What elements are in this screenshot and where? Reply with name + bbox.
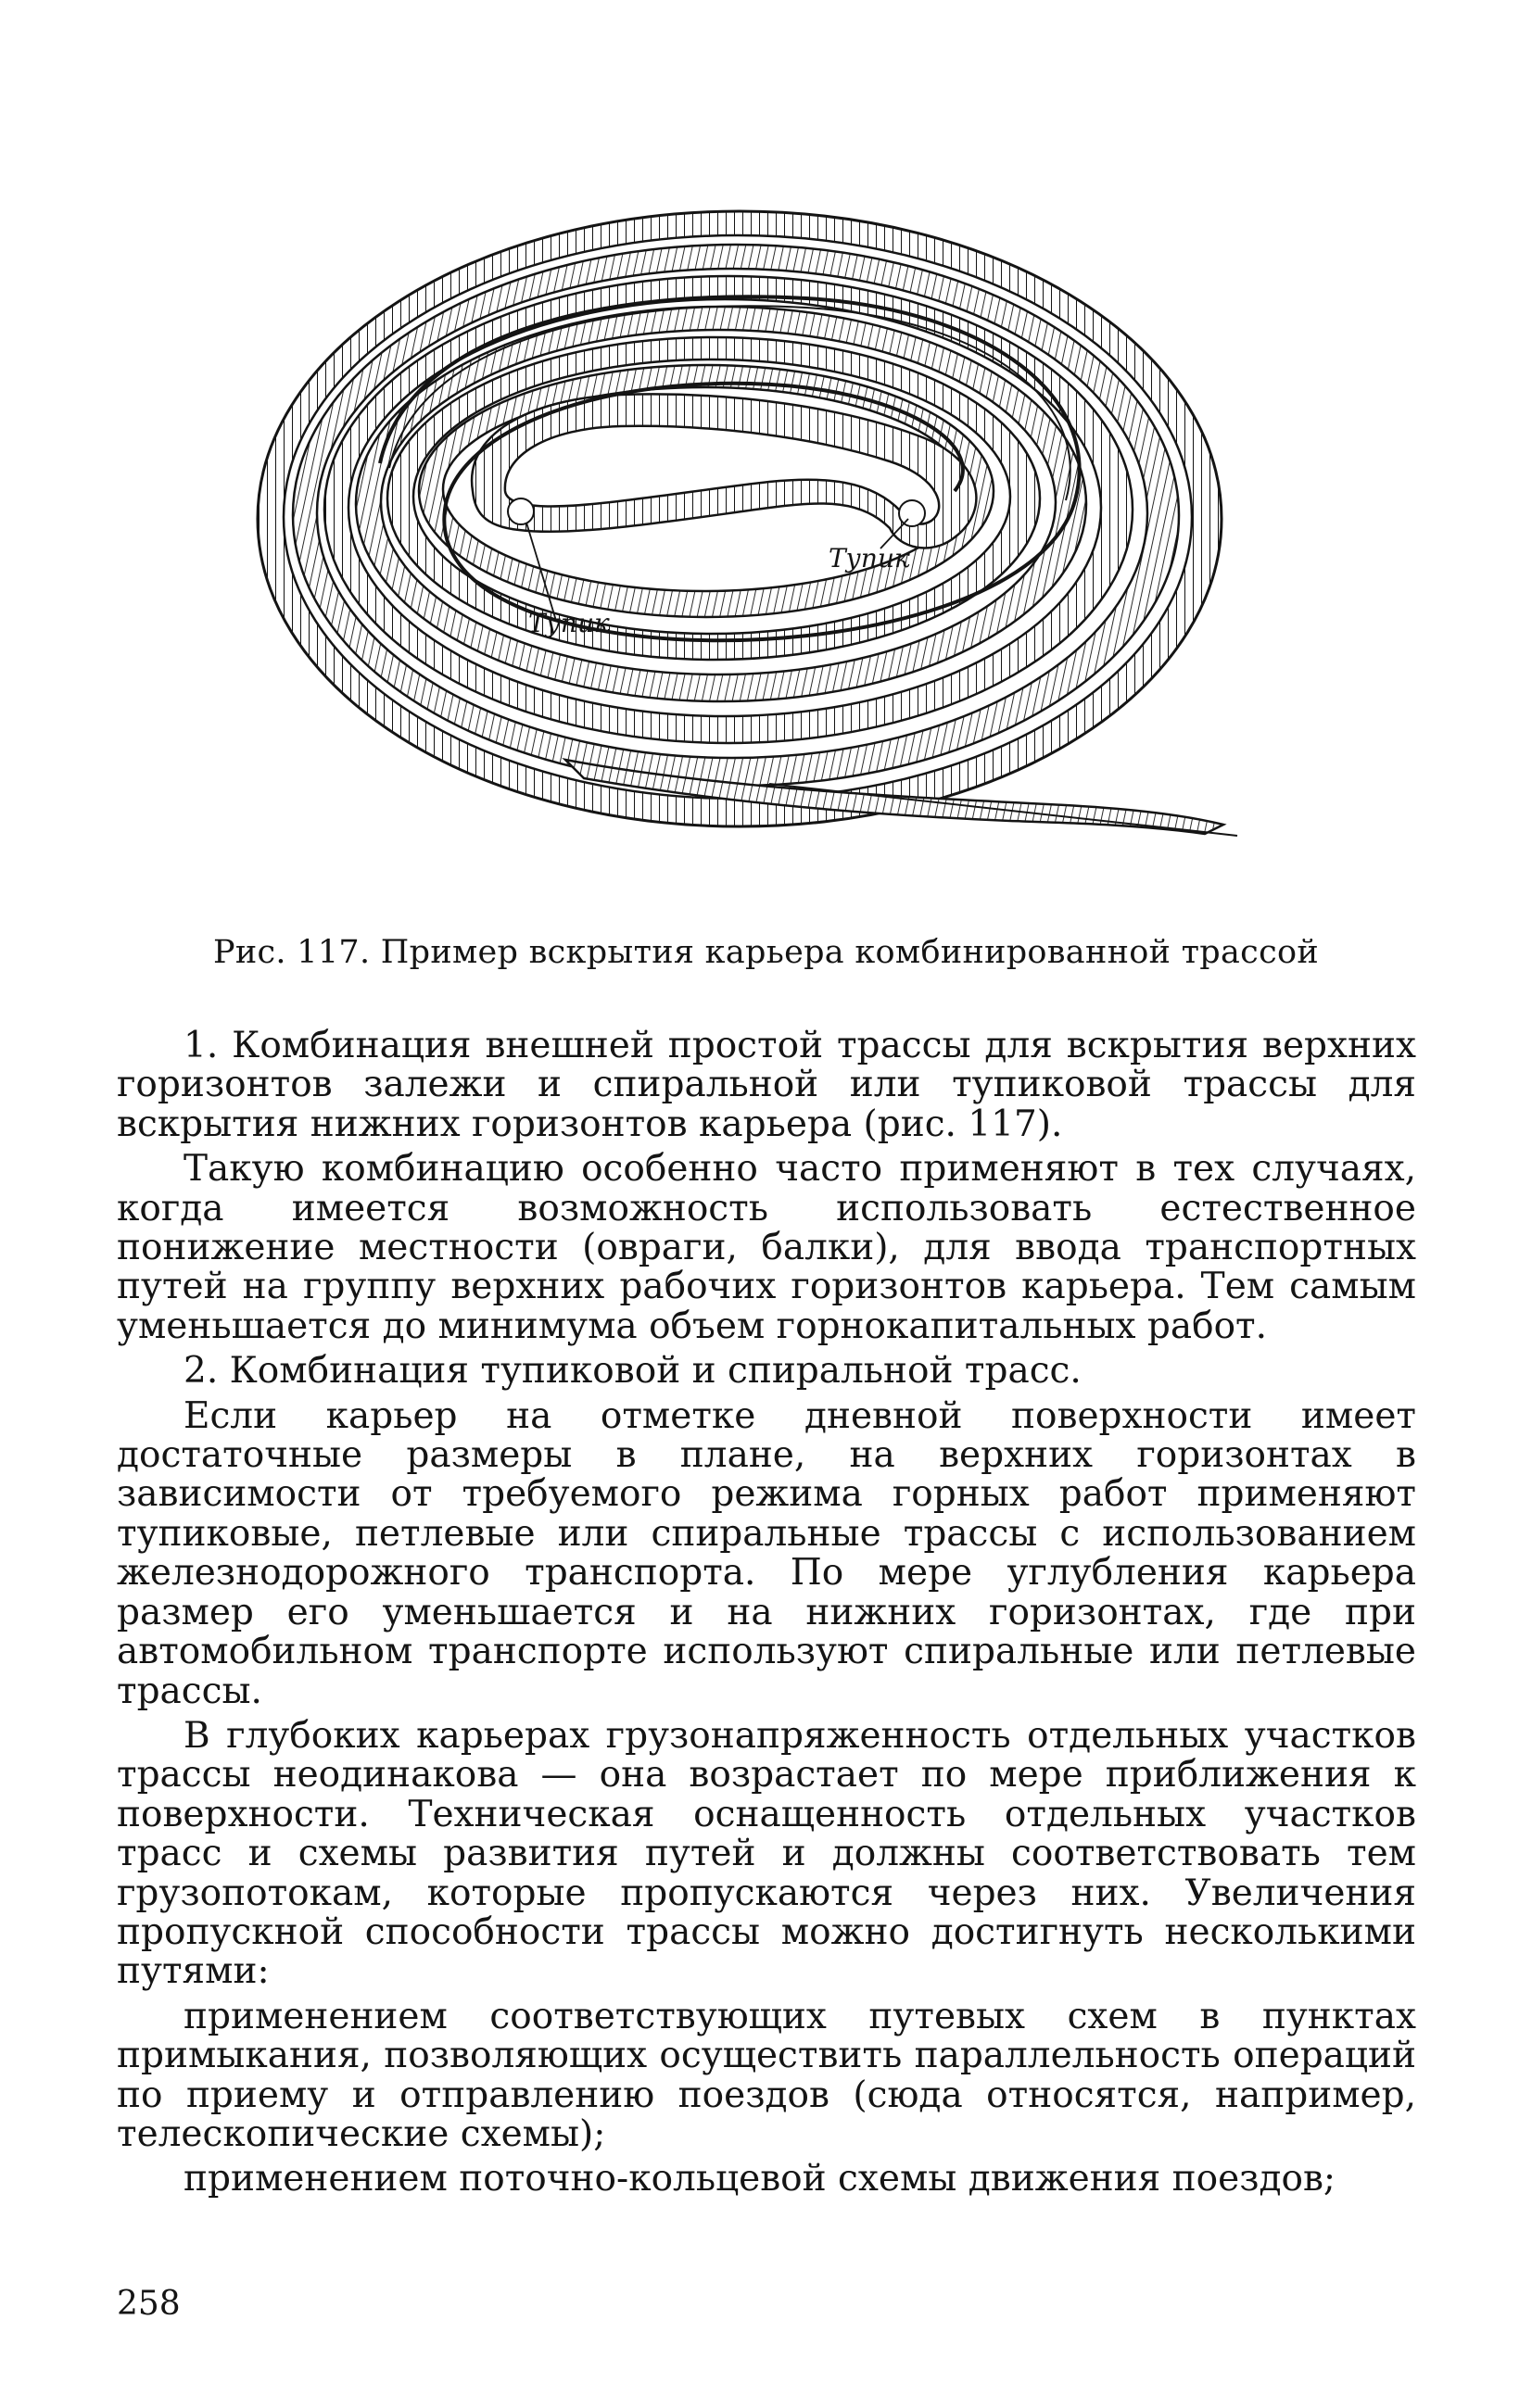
dead-end-right-marker bbox=[899, 500, 925, 526]
page-number: 258 bbox=[117, 2285, 181, 2323]
paragraph-4: Если карьер на отметке дневной поверхности имеет достаточные размеры в плане, на верхних горизонтах в зависимости от требуемого режима горных работ применяют тупиковые, петлевые или спиральные трассы с использованием железнодорожного транспорта. По мере углубления карьера размер его уменьшается и на нижних горизонтах, где при автомобильном транспорте используют спиральные или петлевые трассы. bbox=[117, 1394, 1416, 1712]
label-dead-end-right: Тупик bbox=[829, 543, 910, 574]
figure-caption: Рис. 117. Пример вскрытия карьера комбинированной трассой bbox=[213, 934, 1319, 971]
label-dead-end-left: Тупик bbox=[528, 608, 610, 638]
body-text bbox=[117, 1027, 1416, 2205]
paragraph-2: Такую комбинацию особенно часто применяют в тех случаях, когда имеется возможность использовать естественное понижение местности (овраги, балки), для ввода транспортных путей на группу верхних рабочих горизонтов карьера. Тем самым уменьшается до минимума объем горнокапитальных работ. bbox=[117, 1148, 1416, 1347]
paragraph-3: 2. Комбинация тупиковой и спиральной трасс. bbox=[184, 1350, 1082, 1393]
figure-open-pit-diagram bbox=[250, 185, 1260, 954]
paragraph-7: применением поточно-кольцевой схемы движения поездов; bbox=[184, 2158, 1336, 2200]
paragraph-6: применением соответствующих путевых схем в пунктах примыкания, позволяющих осуществить параллельность операций по приему и отправлению поездов (сюда относятся, например, телескопические схемы); bbox=[117, 1995, 1416, 2155]
paragraph-1: 1. Комбинация внешней простой трассы для вскрытия верхних горизонтов залежи и спиральной или тупиковой трассы для вскрытия нижних горизонтов карьера (рис. 117). bbox=[117, 1025, 1416, 1145]
dead-end-left-marker bbox=[508, 498, 534, 524]
pit-plan-drawing bbox=[250, 185, 1260, 954]
paragraph-5: В глубоких карьерах грузонапряженность отдельных участков трассы неодинакова — она возрастает по мере приближения к поверхности. Техническая оснащенность отдельных участков трасс и схемы развития путей и должны соответствовать тем грузопотокам, которые пропускаются через них. Увеличения пропускной способности трассы можно достигнуть несколькими путями: bbox=[117, 1714, 1416, 1993]
